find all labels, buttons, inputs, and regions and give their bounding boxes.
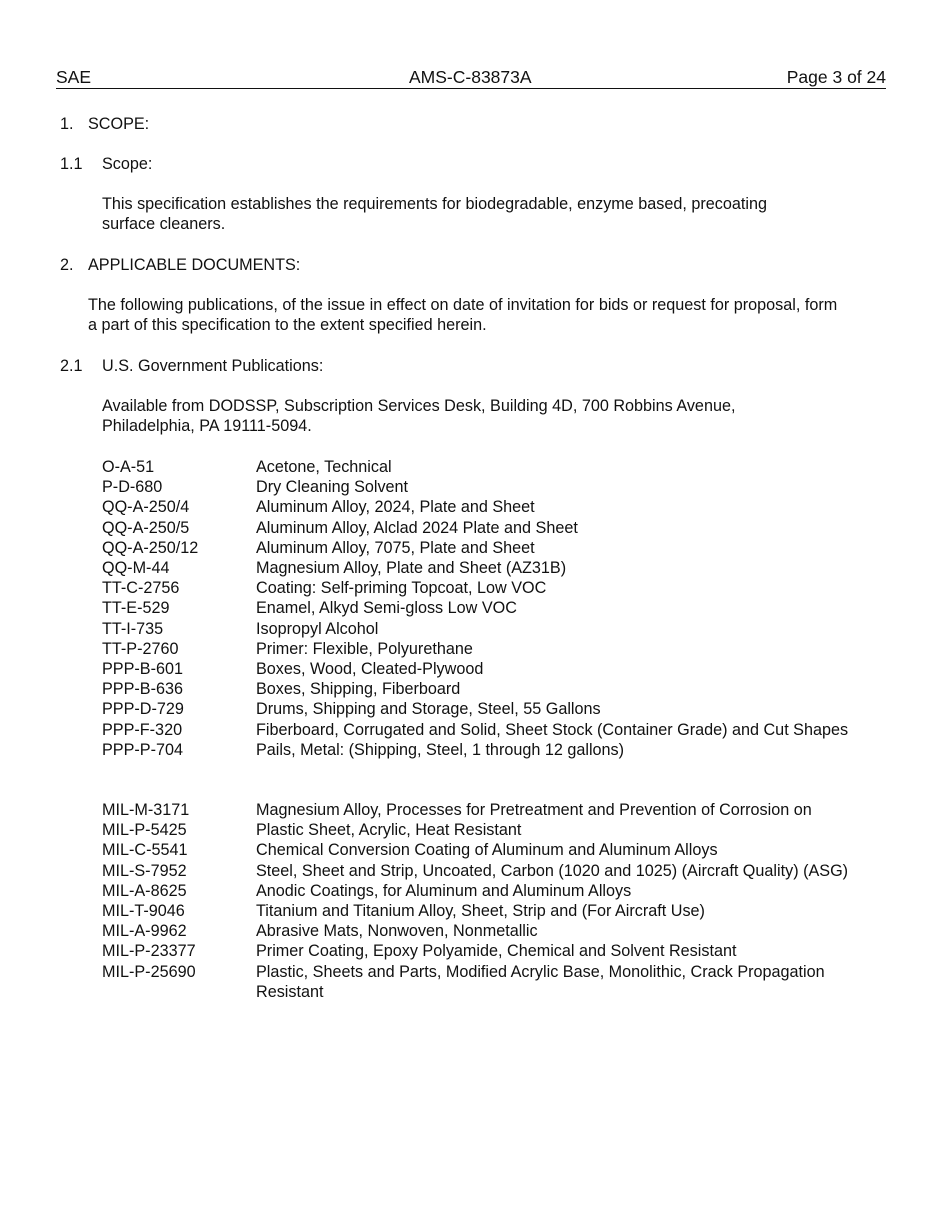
spec-entry (102, 518, 862, 538)
spec-entry (102, 457, 862, 477)
spec-entry (102, 820, 862, 840)
spec-entry (102, 800, 862, 820)
spec-code: PPP-F-320 (102, 720, 183, 739)
spec-title: Aluminum Alloy, 7075, Plate and Sheet (256, 538, 535, 557)
spec-code: MIL-P-25690 (102, 962, 196, 981)
spec-entry (102, 699, 862, 719)
spec-title: Isopropyl Alcohol (256, 619, 379, 638)
header-page-number: Page 3 of 24 (786, 67, 886, 87)
section-1-heading (60, 114, 150, 134)
spec-entry (102, 578, 862, 598)
spec-title: Boxes, Wood, Cleated-Plywood (256, 660, 484, 679)
spec-entry (102, 619, 862, 639)
spec-title: Magnesium Alloy, Plate and Sheet (AZ31B) (256, 559, 567, 578)
header-doc-number: AMS-C-83873A (409, 67, 532, 87)
spec-entry (102, 639, 862, 659)
spec-code: PPP-B-601 (102, 660, 183, 679)
spec-title: Aluminum Alloy, 2024, Plate and Sheet (256, 498, 535, 517)
spec-title: Chemical Conversion Coating of Aluminum and Aluminum Alloys (256, 841, 718, 860)
spec-code: MIL-S-7952 (102, 861, 187, 880)
page-header (56, 67, 886, 89)
spec-title: Enamel, Alkyd Semi-gloss Low VOC (256, 599, 517, 618)
spec-title: Magnesium Alloy, Processes for Pretreatment and Prevention of Corrosion on (256, 801, 812, 819)
spec-entry (102, 881, 862, 901)
spec-code: QQ-A-250/4 (102, 498, 190, 517)
spec-code: TT-C-2756 (102, 579, 180, 598)
section-1-1-heading (60, 154, 153, 174)
spec-title: Aluminum Alloy, Alclad 2024 Plate and Sheet (256, 518, 578, 537)
spec-code: MIL-C-5541 (102, 841, 188, 860)
spec-code: MIL-M-3171 (102, 801, 190, 819)
header-org: SAE (56, 67, 92, 87)
spec-code: PPP-D-729 (102, 700, 184, 719)
section-title: SCOPE: (88, 115, 150, 133)
spec-title: Coating: Self-priming Topcoat, Low VOC (256, 579, 547, 598)
spec-title: Boxes, Shipping, Fiberboard (256, 680, 461, 699)
spec-code: O-A-51 (102, 458, 155, 476)
spec-entry (102, 558, 862, 578)
spec-code: TT-I-735 (102, 619, 164, 638)
spec-code: QQ-A-250/5 (102, 518, 190, 537)
spec-code: PPP-B-636 (102, 680, 183, 699)
spec-entry (102, 598, 862, 618)
spec-entry (102, 962, 862, 1002)
section-2-1-body: Available from DODSSP, Subscription Services Desk, Building 4D, 700 Robbins Avenue, Philadelphia, PA 19111-5094. (102, 397, 736, 436)
spec-title: Plastic Sheet, Acrylic, Heat Resistant (256, 821, 522, 840)
spec-entry (102, 901, 862, 921)
spec-code: QQ-A-250/12 (102, 538, 199, 557)
section-title: APPLICABLE DOCUMENTS: (88, 256, 301, 274)
spec-title: Abrasive Mats, Nonwoven, Nonmetallic (256, 922, 538, 941)
section-number: 2.1 (60, 357, 83, 375)
spec-code: MIL-A-9962 (102, 922, 187, 941)
spec-title: Dry Cleaning Solvent (256, 478, 409, 497)
spec-entry (102, 659, 862, 679)
spec-entry (102, 720, 862, 740)
section-number: 2. (60, 256, 74, 274)
spec-entry (102, 538, 862, 558)
spec-code: MIL-P-5425 (102, 821, 187, 840)
spec-title: Plastic, Sheets and Parts, Modified Acrylic Base, Monolithic, Crack Propagation Resistant (256, 962, 825, 1001)
spec-entry (102, 921, 862, 941)
section-title: U.S. Government Publications: (102, 357, 324, 375)
spec-code: MIL-A-8625 (102, 881, 187, 900)
section-2-heading (60, 255, 301, 275)
spec-code: TT-P-2760 (102, 639, 179, 658)
spec-title: Drums, Shipping and Storage, Steel, 55 Gallons (256, 700, 601, 719)
spec-title: Titanium and Titanium Alloy, Sheet, Strip and (For Aircraft Use) (256, 902, 705, 921)
spec-entry (102, 477, 862, 497)
section-2-1-heading (60, 356, 324, 376)
spec-title: Primer: Flexible, Polyurethane (256, 639, 473, 658)
spec-code: MIL-P-23377 (102, 942, 196, 961)
spec-code: PPP-P-704 (102, 740, 183, 759)
spec-entry (102, 679, 862, 699)
section-title: Scope: (102, 155, 153, 173)
section-number: 1.1 (60, 155, 83, 173)
section-number: 1. (60, 115, 74, 133)
spec-title: Acetone, Technical (256, 458, 392, 476)
spec-code: P-D-680 (102, 478, 163, 497)
federal-spec-list (102, 457, 862, 760)
spec-entry (102, 840, 862, 860)
spec-entry (102, 861, 862, 881)
spec-title: Steel, Sheet and Strip, Uncoated, Carbon (1020 and 1025) (Aircraft Quality) (ASG) (256, 861, 849, 880)
military-spec-list (102, 800, 862, 1002)
spec-code: QQ-M-44 (102, 559, 170, 578)
spec-code: MIL-T-9046 (102, 902, 185, 921)
section-1-1-body: This specification establishes the requirements for biodegradable, enzyme based, precoating surface cleaners. (102, 195, 767, 234)
spec-title: Anodic Coatings, for Aluminum and Aluminum Alloys (256, 881, 632, 900)
section-2-body: The following publications, of the issue in effect on date of invitation for bids or request for proposal, form a part of this specification to the extent specified herein. (88, 296, 838, 335)
spec-title: Fiberboard, Corrugated and Solid, Sheet Stock (Container Grade) and Cut Shapes (256, 720, 849, 739)
spec-entry (102, 497, 862, 517)
spec-entry (102, 941, 862, 961)
spec-title: Pails, Metal: (Shipping, Steel, 1 through 12 gallons) (256, 740, 625, 759)
spec-code: TT-E-529 (102, 599, 170, 618)
spec-entry (102, 740, 862, 760)
spec-title: Primer Coating, Epoxy Polyamide, Chemical and Solvent Resistant (256, 942, 737, 961)
